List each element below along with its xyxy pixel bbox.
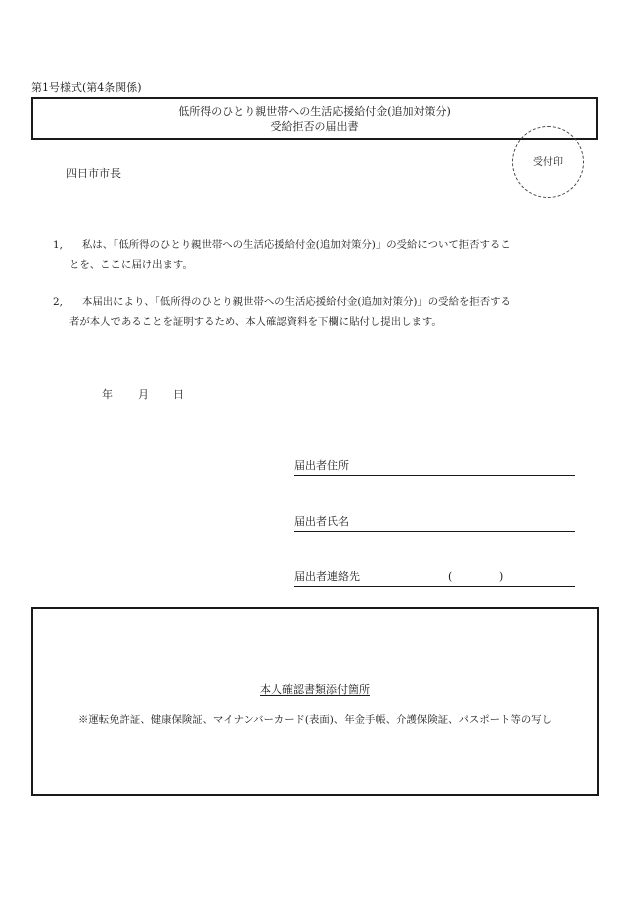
contact-label: 届出者連絡先 [294,570,360,583]
document-title: 低所得のひとり親世帯への生活応援給付金(追加対策分) [178,105,451,118]
clause-text-line: 本届出により、「低所得のひとり親世帯への生活応援給付金(追加対策分)」の受給を拒否する [82,296,511,308]
clause-number: 2, [53,296,63,308]
document-title-box [31,97,598,140]
attachment-note: ※運転免許証、健康保険証、マイナンバーカード(表面)、年金手帳、介護保険証、パスポート等の写し [77,714,553,726]
contact-paren-close: ) [499,570,504,583]
name-label: 届出者氏名 [294,515,349,528]
clause-text-line: 私は、「低所得のひとり親世帯への生活応援給付金(追加対策分)」の受給について拒否するこ [82,239,511,251]
address-label: 届出者住所 [294,459,349,472]
reception-stamp-label: 受付印 [533,157,563,168]
clause-text-line: 者が本人であることを証明するため、本人確認資料を下欄に貼付し提出します。 [69,316,442,328]
clause-2 [53,292,593,332]
id-document-attachment-area [31,607,599,796]
contact-paren-open: ( [448,570,453,583]
reception-stamp-circle [512,126,584,198]
name-field[interactable] [294,515,575,532]
clause-1 [53,235,593,275]
date-month-label: 月 [138,388,149,401]
addressee: 四日市市長 [66,167,121,180]
date-day-label: 日 [173,388,184,401]
attachment-title: 本人確認書類添付箇所 [260,683,370,696]
form-number: 第1号様式(第4条関係) [31,81,142,94]
clause-number: 1, [53,239,63,251]
contact-field[interactable] [294,570,575,587]
document-subtitle: 受給拒否の届出書 [270,120,359,133]
date-year-label: 年 [102,388,113,401]
clause-text-line: とを、ここに届け出ます。 [69,259,193,271]
address-field[interactable] [294,459,575,476]
